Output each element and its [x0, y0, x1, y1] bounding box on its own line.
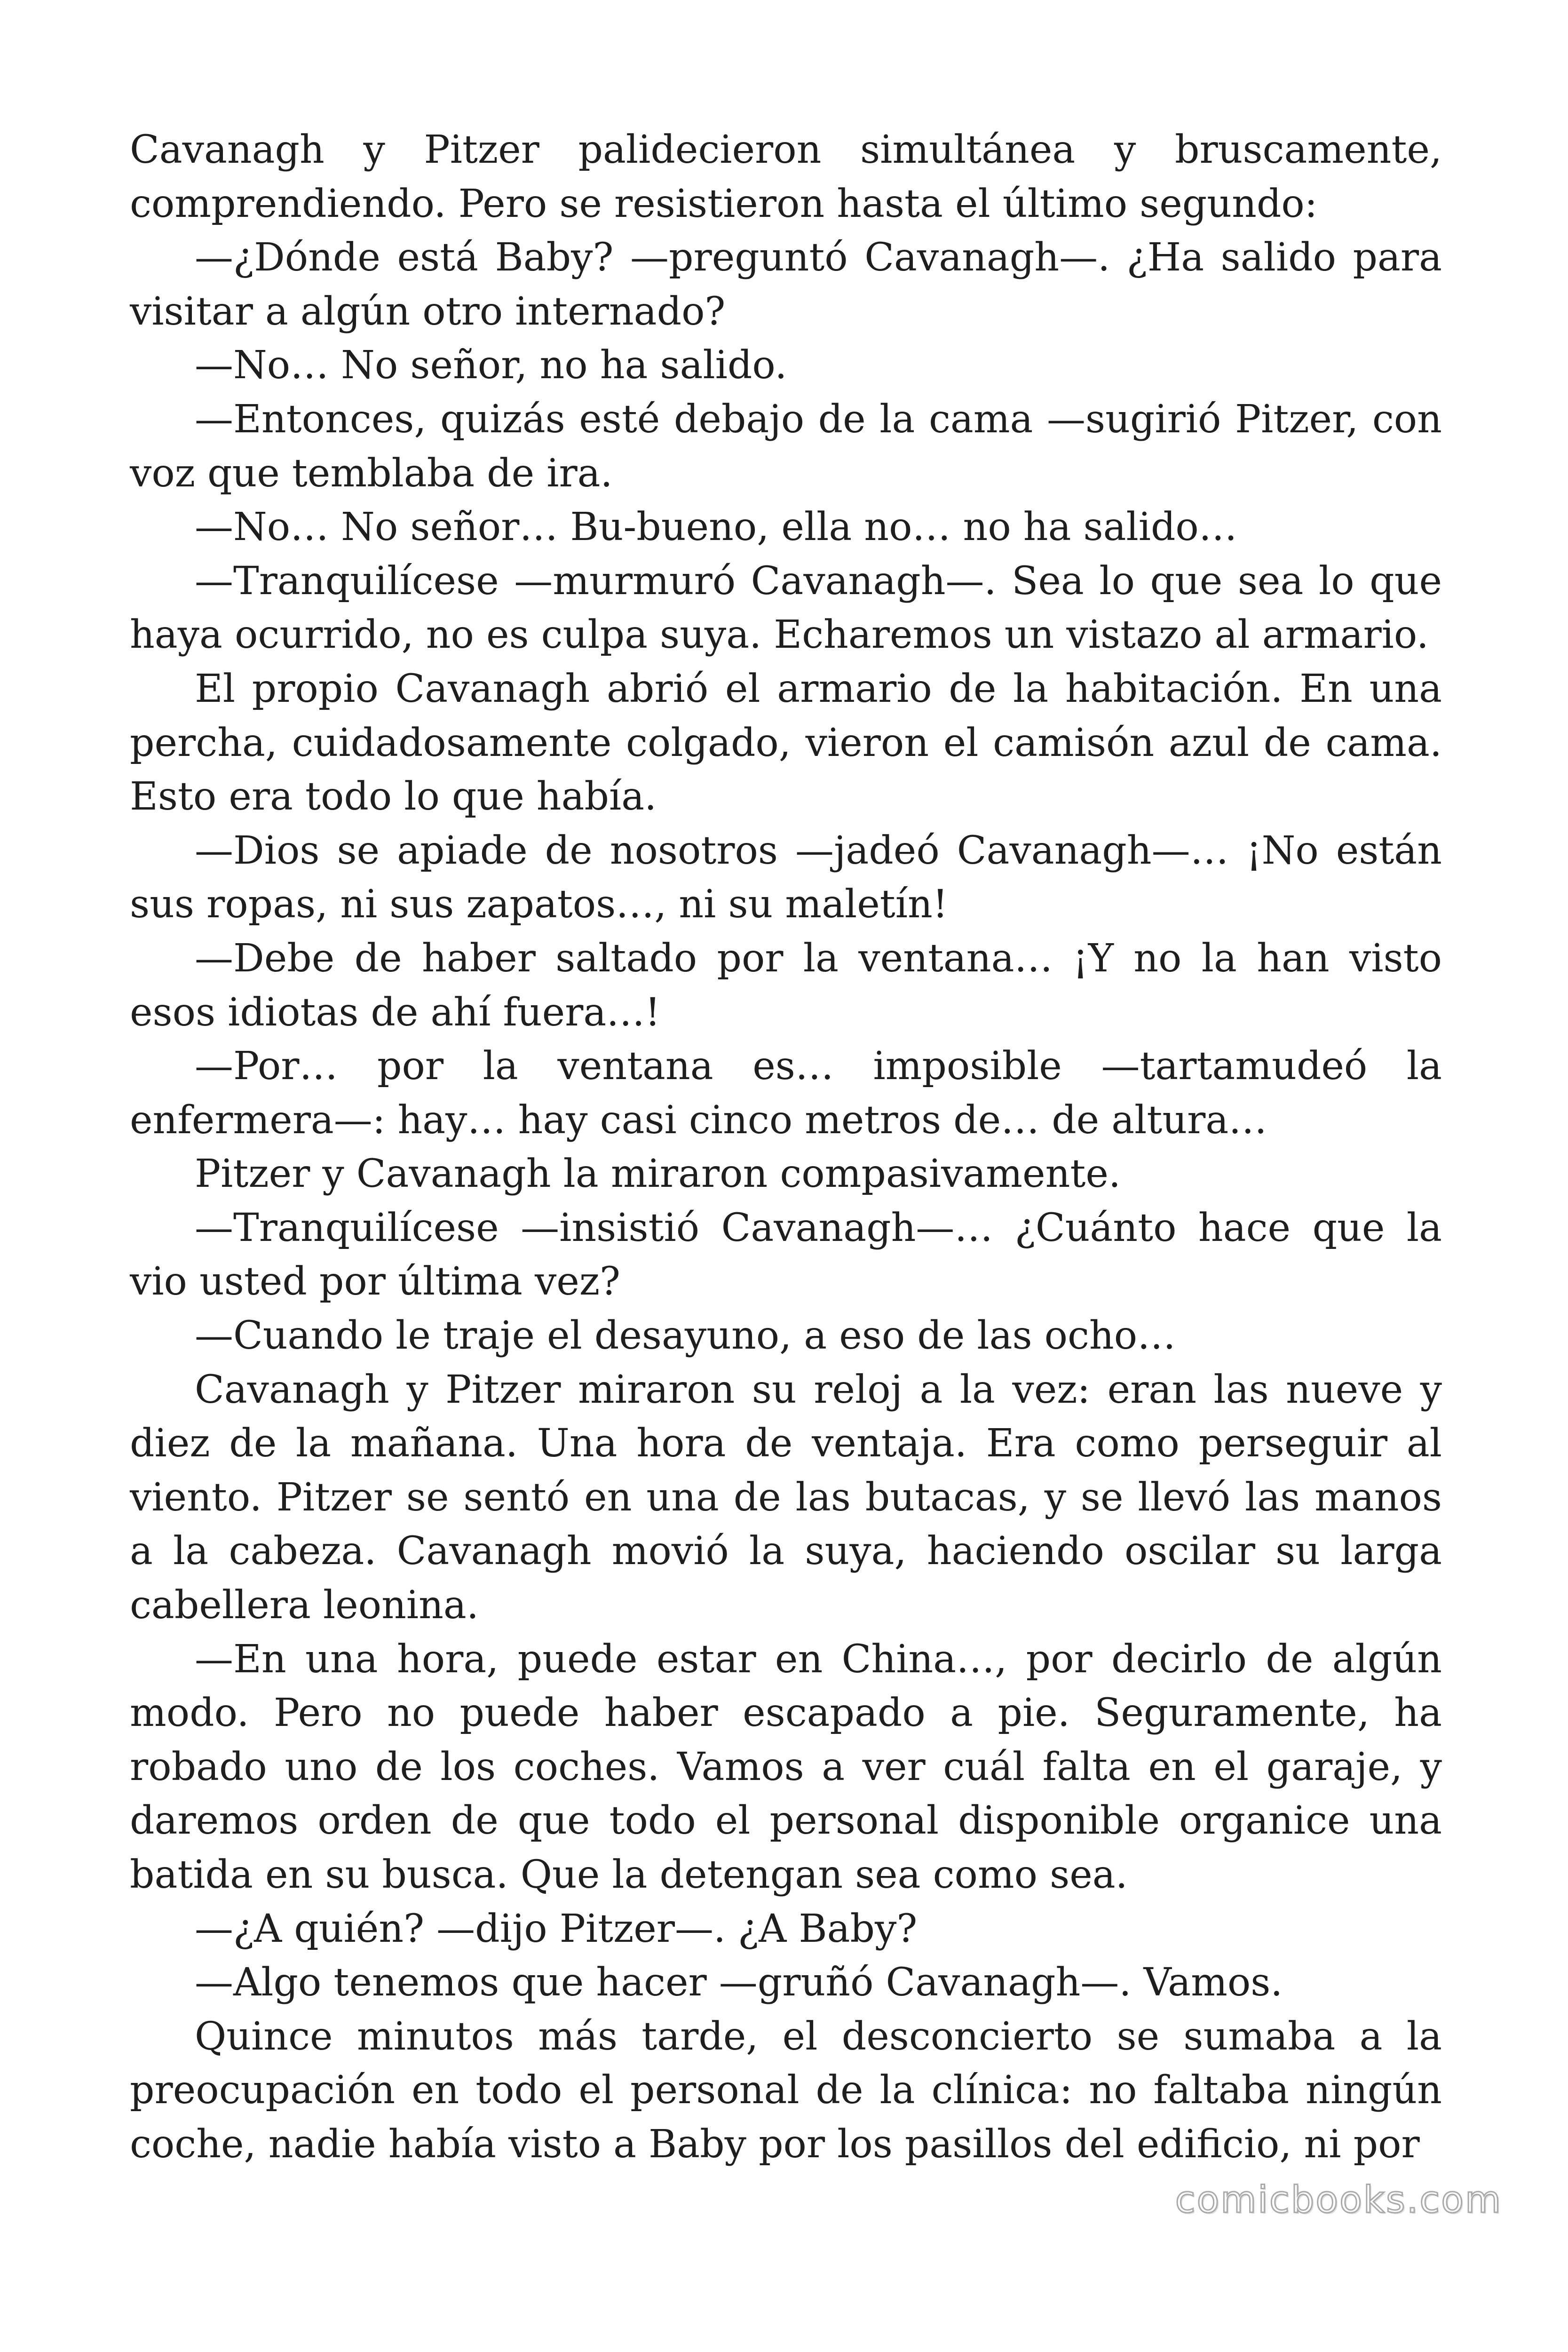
paragraph: Cavanagh y Pitzer miraron su reloj a la vez: eran las nueve y diez de la mañana. Una hora de ventaja. Era como perseguir al viento. Pitzer se sentó en una de las butacas, y se llevó las manos a la cabeza. Cavanagh movió la suya, haciendo oscilar su larga cabellera leonina. [130, 1367, 1442, 1628]
paragraph: —Algo tenemos que hacer —gruñó Cavanagh—. Vamos. [195, 1960, 1283, 2005]
paragraph: —Dios se apiade de nosotros —jadeó Cavanagh—… ¡No están sus ropas, ni sus zapatos…, ni su maletín! [130, 828, 1442, 927]
paragraph: —Cuando le traje el desayuno, a eso de las ocho… [195, 1313, 1176, 1359]
paragraph: Quince minutos más tarde, el desconcierto se sumaba a la preocupación en todo el personal de la clínica: no faltaba ningún coche, nadie había visto a Baby por los pasillos del edificio, ni por [130, 2014, 1442, 2167]
paragraph: —Entonces, quizás esté debajo de la cama —sugirió Pitzer, con voz que temblaba de ira. [130, 397, 1442, 496]
paragraph: —Por… por la ventana es… imposible —tartamudeó la enfermera—: hay… hay casi cinco metros de… de altura… [130, 1044, 1442, 1143]
paragraph: Cavanagh y Pitzer palidecieron simultánea y bruscamente, comprendiendo. Pero se resistieron hasta el último segundo: [130, 127, 1442, 226]
paragraph: Pitzer y Cavanagh la miraron compasivamente. [195, 1152, 1121, 1197]
paragraph: —¿Dónde está Baby? —preguntó Cavanagh—. ¿Ha salido para visitar a algún otro internado? [130, 235, 1442, 334]
paragraph: —¿A quién? —dijo Pitzer—. ¿A Baby? [195, 1906, 918, 1951]
paragraph: —No… No señor, no ha salido. [195, 343, 787, 388]
page-body [130, 123, 1442, 2172]
watermark-logo: comicbooks.com [1175, 2179, 1502, 2221]
paragraph: —Tranquilícese —insistió Cavanagh—… ¿Cuánto hace que la vio usted por última vez? [130, 1205, 1442, 1304]
paragraph: —Debe de haber saltado por la ventana… ¡Y no la han visto esos idiotas de ahí fuera…! [130, 936, 1442, 1035]
paragraph: —Tranquilícese —murmuró Cavanagh—. Sea lo que sea lo que haya ocurrido, no es culpa suya. Echaremos un vistazo al armario. [130, 558, 1442, 658]
paragraph: —En una hora, puede estar en China…, por decirlo de algún modo. Pero no puede haber escapado a pie. Seguramente, ha robado uno de los coches. Vamos a ver cuál falta en el garaje, y daremos orden de que todo el personal disponible organice una batida en su busca. Que la detengan sea como sea. [130, 1637, 1442, 1897]
paragraph: El propio Cavanagh abrió el armario de la habitación. En una percha, cuidadosamente colgado, vieron el camisón azul de cama. Esto era todo lo que había. [130, 666, 1442, 819]
paragraph: —No… No señor… Bu-bueno, ella no… no ha salido… [195, 505, 1237, 550]
